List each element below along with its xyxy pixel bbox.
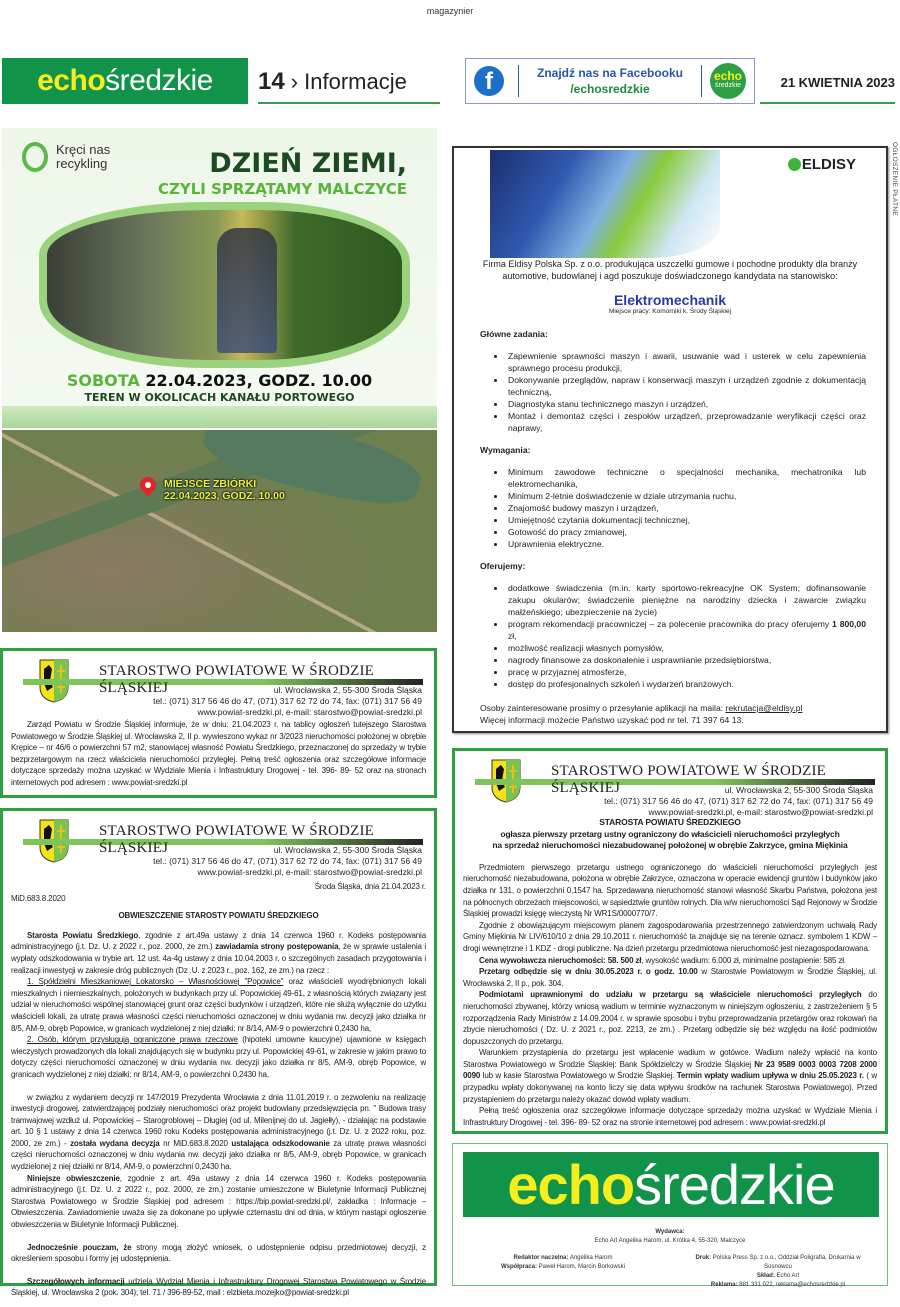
phone-line: tel.: (071) 317 56 46 do 47, (071) 317 62 72 do 74, fax: (071) 317 56 49 xyxy=(604,796,873,806)
paragraph xyxy=(11,1092,426,1173)
text: do nieruchomości zbywanej, którzy wniosą wadium w terminie wyznaczonym w niniejszym ogłoszeniu, z zastrzeżeniem § 5 rozporządzenia Rady Ministrów z 14.09.2004 r. w sprawie sposobu i trybu przeprowadzania przetargów oraz rokowań na zbycie nieruchomości ( Dz. U. z 2021 r., poz. 2213, ze zm.) . Przetarg odbędzie się bez względu na ilość podmiotów dopuszczonych do przetargu. xyxy=(463,990,877,1046)
label: Reklama: xyxy=(710,1282,738,1288)
text: , zgodnie z art.49a ustawy z dnia 14 czerwca 1960 r. Kodeks postępowania administracyjnego (j.t. Dz. U. z 2022 r., poz. 2000, ze zm.) xyxy=(11,930,426,952)
print-info xyxy=(683,1254,873,1290)
starostwo-notice-2 xyxy=(0,808,437,1298)
list-item: • Zapewnienie sprawności maszyn i awarii, usuwanie wad i usterek w celu zapewnienia sprawnego procesu produkcji, xyxy=(506,350,866,374)
facebook-line1: Znajdź nas na Facebooku xyxy=(536,66,684,80)
list-item: • pracę w przyjaznej atmosferze, xyxy=(506,666,866,678)
notice-1-text: Zarząd Powiatu w Środzie Śląskiej informuje, że w dniu: 21.04.2023 r. na tablicy ogłoszeń tutejszego Starostwa Powiatowego w Środzie Śląskiej ul. Wrocławska 2, II p. wywieszono wykaz nr 3/2023 nieruchomości położonej w obrębie Krępice – nr 46/6 o powierzchni 57 m2, stanowiącej własność Powiatu Średzkiego, przeznaczonej do sprzedaży w trybie bezprzetargowym na rzecz właściciela nieruchomości przyległej. Pełną treść ogłoszenia oraz szczegółowe informacje dotyczące sprzedaży można uzyskać w Wydziale Mienia i Infrastruktury Drogowej - tel. 396- 89- 52 oraz na stronach internetowych pod adresem : www.powiat-sredzki.pl xyxy=(11,720,426,787)
heading-line: na sprzedaż nieruchomości niezabudowanej położonej w obrębie Zakrzyce, gmina Miękinia xyxy=(492,840,848,851)
recycling-brand xyxy=(22,142,110,172)
phone-info: Więcej informacji możecie Państwo uzyskać pod nr tel. 71 397 64 13. xyxy=(480,715,744,725)
starostwo-address xyxy=(604,785,873,818)
logo-sredzkie: średzkie xyxy=(105,64,213,97)
publisher-info xyxy=(453,1228,887,1246)
starostwo-notice-3 xyxy=(452,748,888,1134)
masthead-logo[interactable] xyxy=(2,58,248,104)
text: nr MiD.683.8.2020 xyxy=(159,1138,232,1148)
print-line xyxy=(683,1254,873,1272)
label: Współpraca: xyxy=(500,1264,537,1270)
starostwo-header xyxy=(3,651,434,717)
paragraph: Przedmiotem pierwszego przetargu ustnego ograniczonego do właścicieli nieruchomości przyległych jest nieruchomość niezabudowana, położona w obrębie Zakrzyce, oznaczona w operacie ewidencji gruntów i budynków jako działka nr 131, o powierzchni 0,1547 ha. Sprzedawana nieruchomość stanowi własność Skarbu Państwa, położona jest na północnych obrzeżach miejscowości, w sąsiedztwie gruntów rolnych. Dla w/w nieruchomości Sąd Rejonowy w Środzie Śląskiej prowadzi księgę wieczystą Nr WR1S/0000770/7. xyxy=(463,862,877,919)
eldisy-intro: Firma Eldisy Polska Sp. z o.o. produkująca uszczelki gumowe i pochodne produkty dla branży automotive, budowlanej i agd poszukuje doświadczonego kandydata na stanowisko: xyxy=(482,259,858,281)
earth-day-poster xyxy=(2,128,437,428)
value: Polska Press Sp. z o.o., Oddział Poligrafia, Drukarnia w Sosnowcu xyxy=(711,1255,861,1270)
label: Skład: xyxy=(756,1273,775,1279)
paragraph xyxy=(463,989,877,1047)
label: Redaktor naczelna: xyxy=(513,1255,569,1261)
starostwo-name: STAROSTWO POWIATOWE W ŚRODZIE ŚLĄSKIEJ xyxy=(551,763,827,796)
paragraph: Zgodnie z obowiązującym miejscowym planem zagospodarowania przestrzennego zatwierdzonym uchwałą Rady Gminy Miękinia Nr LIV/610/10 z dnia 29.10.2011 r. nieruchomość ta znajduje się na terenie oznacz. symbolem 1 KDW – drogi wewnętrzne i 1 KDZ - drogi publiczne. Na dzień przetargu przedmiotowa nieruchomość jest niezagospodarowana. xyxy=(463,920,877,953)
list-item xyxy=(506,618,866,642)
facebook-banner[interactable] xyxy=(465,58,755,104)
eldisy-job-ad xyxy=(452,146,888,733)
meeting-point-time: 22.04.2023, GODZ. 10.00 xyxy=(164,490,285,502)
text: strony mogą złożyć wniosek, o udostępnienie odpisu przedmiotowej decyzji, z określeniem sposobu i formy jej udostępnienia. xyxy=(11,1242,427,1264)
phone-line: tel.: (071) 317 56 46 do 47, (071) 317 62 72 do 74, fax: (071) 317 56 49 xyxy=(153,696,422,706)
logo-echo: echo xyxy=(507,1153,635,1216)
address-line: ul. Wrocławska 2, 55-300 Środa Śląska xyxy=(273,845,422,855)
list-item: • dodatkowe świadczenia (m.in. karty sportowo-rekreacyjne OK System; dofinansowanie zakupu okularów; świadczenie pieniężne na narodziny dziecka i zawarcie związku małżeńskiego; ubezpieczenie na życie) xyxy=(506,582,866,618)
notice-3-body xyxy=(455,813,885,1132)
paragraph xyxy=(11,1242,426,1265)
phone-line: tel.: (071) 317 56 46 do 47, (071) 317 62 72 do 74, fax: (071) 317 56 49 xyxy=(153,856,422,866)
label: Wydawca: xyxy=(655,1229,685,1235)
value: Paweł Harom, Marcin Borkowski xyxy=(536,1264,626,1270)
poster-subtitle: CZYLI SPRZĄTAMY MALCZYCE xyxy=(157,180,407,198)
poster-title: DZIEŃ ZIEMI, xyxy=(209,148,407,179)
poster-datetime xyxy=(2,371,437,390)
starostwo-header xyxy=(455,751,885,817)
list-item: • Dokonywanie przeglądów, napraw i konserwacji maszyn i urządzeń zgodnie z dokumentacją techniczną, xyxy=(506,374,866,398)
top-label: magazynier xyxy=(426,6,474,16)
value: Angelika Harom xyxy=(568,1255,613,1261)
poster-place: TEREN W OKOLICACH KANAŁU PORTOWEGO xyxy=(84,391,355,404)
bold-text: została wydana decyzja xyxy=(70,1138,160,1148)
text: w Starostwie Powiatowym w Środzie Śląskiej, ul. Wrocławska 2, II p., pok. 304. xyxy=(463,967,878,988)
publisher-address: Echo Art Angelika Harom, ul. Krótka 4, 55-320, Malczyce xyxy=(594,1238,746,1244)
satellite-map xyxy=(2,430,437,632)
contact xyxy=(480,702,886,726)
section-name: › Informacje xyxy=(290,69,407,94)
heading-line: STAROSTA POWIATU ŚREDZKIEGO xyxy=(599,817,741,827)
list-item: • Diagnostyka stanu technicznego maszyn i urządzeń, xyxy=(506,398,866,410)
eldisy-body xyxy=(454,258,886,726)
address-line: ul. Wrocławska 2, 55-300 Środa Śląska xyxy=(273,685,422,695)
underlined-text: 2. Osób, którym przysługują ograniczone prawa rzeczowe xyxy=(27,1035,238,1045)
badge-sredzkie: średzkie xyxy=(714,82,742,89)
requirements-list xyxy=(506,466,886,550)
bold-text: Jednocześnie pouczam, że xyxy=(27,1242,132,1252)
publisher-footer xyxy=(452,1143,888,1286)
notice-title: OBWIESZCZENIE STAROSTY POWIATU ŚREDZKIEGO xyxy=(118,911,319,921)
river-channel xyxy=(198,430,426,516)
ads-line xyxy=(683,1281,873,1290)
tasks-heading: Główne zadania: xyxy=(480,329,548,339)
text: udziela Wydział Mienia i Infrastruktury Drogowej Starostwa Powiatowego w Środzie Śląskiej, ul. Wrocławska 2 (pok. 304); tel. 71 / 396-89-52, mail : elzbieta.mozejko@powiat-sredzki.pl xyxy=(11,1276,426,1298)
web-email-line[interactable]: www.powiat-sredzki.pl, e-mail: starostwo@powiat-sredzki.pl xyxy=(197,707,422,717)
web-email-line[interactable]: www.powiat-sredzki.pl, e-mail: starostwo@powiat-sredzki.pl xyxy=(197,867,422,877)
text: zł, xyxy=(508,631,517,641)
facebook-icon: f xyxy=(474,66,504,96)
value: 881 331 022, reklama@echosredzkie.pl xyxy=(737,1282,846,1288)
bank-account: Nr 23 9589 0003 0003 7208 2000 0090 xyxy=(463,1059,877,1081)
logo-echo: echo xyxy=(37,64,106,97)
bold-text: zawiadamia strony postępowania xyxy=(215,942,339,952)
page-number: 14 xyxy=(258,68,285,95)
text: Warunkiem przystąpienia do przetargu jest wpłacenie wadium w gotówce. Wadium należy wpłacić na konto Starostwa Powiatowego w Środzie Śląskiej: Bank Spółdzielczy w Środzie Śląskiej xyxy=(463,1048,877,1069)
requirements-heading: Wymagania: xyxy=(480,445,531,455)
list-item: • Gotowość do pracy zmianowej, xyxy=(506,526,866,538)
heading-line: ogłasza pierwszy przetarg ustny ograniczony do właścicieli nieruchomości przyległych xyxy=(500,828,840,839)
text: w związku z wydaniem decyzji nr 147/2019 Prezydenta Wrocławia z dnia 11.01.2019 r. o zezwoleniu na realizację inwestycji drogowej, zatwierdzającej podziały nieruchomości oraz projekt budowlany przedsięwzięcia pn. " Budowa trasy tramwajowej wzdłuż ul. Popowickiej – Starogroblowej – Długiej (od ul. Milenijnej do ul. Jagiełły), - działając na podstawie art. 10 § 1 ustawy z dnia 14 czerwca 1960 roku Kodeks postępowania administracyjnego (j.t. Dz. U. z 2022 roku, poz. 2000, ze zm.) - xyxy=(11,1092,426,1148)
brand-line2: recykling xyxy=(56,156,108,171)
car-illustration xyxy=(490,150,720,258)
hills-decoration xyxy=(2,406,437,428)
typeset-line xyxy=(683,1272,873,1281)
bold-text: Cena wywoławcza nieruchomości: 58. 500 zł xyxy=(479,955,642,965)
brand-line1: Kręci nas xyxy=(56,142,111,157)
notice-1-body xyxy=(3,713,434,795)
text: , że w sprawie ustalenia i wypłaty odszkodowania w trybie art. 12 ust. 4a-4g ustawy z dnia 10.04.2003 r. o szczególnych zasadach przygotowania i realizacji inwestycji w zakresie dróg publicznych (Dz .U. z 2023 r., poz. 162, ze zm.) na rzecz : xyxy=(11,942,426,975)
text: (hipoteki umowne kaucyjne) ujawnione w księgach wieczystych prowadzonych dla lokali znajdujących się w budynku przy ul. Popowickiej 49-61, w zakresie w jakim prawo to dotyczy części nieruchomości oznaczonej w dniu wydania nw. decyzji jako działka nr 8/5, AM-9, obręb Popowice, w granicach wydzielonej z niej działki: nr 8/14, AM-9, o powierzchni 0,2430 ha, xyxy=(11,1035,426,1079)
list-item: • Uprawnienia elektryczne. xyxy=(506,538,866,550)
facebook-text xyxy=(518,65,702,97)
email-link[interactable]: rekrutacja@eldisy.pl xyxy=(725,703,803,713)
list-item: • Minimum 2-letnie doświadczenie w dziale utrzymania ruchu, xyxy=(506,490,866,502)
echo-badge-icon xyxy=(710,63,746,99)
text: program rekomendacji pracowniczej – za polecenie pracownika do pracy oferujemy xyxy=(508,619,833,629)
bold-text: Przetarg odbędzie się w dniu 30.05.2023 r. o godz. 10.00 xyxy=(479,967,698,977)
editor-line xyxy=(493,1254,633,1263)
bold-text: Szczegółowych informacji xyxy=(27,1276,125,1286)
section-heading xyxy=(258,62,440,104)
meeting-point-title: MIEJSCE ZBIÓRKI xyxy=(164,478,257,490)
issue-date: 21 KWIETNIA 2023 xyxy=(760,62,895,104)
list-item: • nagrody finansowe za doskonalenie i usprawnianie przedsiębiorstwa, xyxy=(506,654,866,666)
bold-text: Podmiotami uprawnionymi do udziału w przetargu są właściciele nieruchomości przyległych xyxy=(479,990,862,1000)
underlined-text: 1. Spółdzielni Mieszkaniowej Lokatorsko – Własnościowej "Popowice" xyxy=(27,977,284,987)
list-item: • Minimum zawodowe techniczne o specjalności mechanika, mechatronika lub elektromechanika, xyxy=(506,466,866,490)
workplace: Miejsce pracy: Komorniki k. Środy Śląskiej xyxy=(608,308,732,315)
place-date: Środa Śląska, dnia 21.04.2023 r. xyxy=(314,882,426,891)
paragraph xyxy=(11,1276,426,1299)
paragraph xyxy=(463,955,877,967)
text: lub w kasie Starostwa Powiatowego w Środzie Śląskiej. xyxy=(480,1071,677,1081)
bold-text: Termin wpłaty wadium upływa w dniu 25.05.2023 r. xyxy=(676,1071,864,1081)
text: , zgodnie z art. 49a ustawy z dnia 14 czerwca 1960 r. Kodeks postępowania administracyjnego (j.t. Dz. U. z 2022 r., poz. 2000, ze zm.) zostanie umieszczone w Biuletynie Informacji Publicznej Starostwa Powiatowego w Środzie Śląskiej pod adresem : https://bip.powiat-sredzki.pl/, zakładka : Informacje – Obwieszczenia. Zawiadomienie uważa się za dokonane po upływie czternastu dni od dnia, w którym nastąpi ogłoszenie obwieszczenia w Biuletynie Informacji Publicznej. xyxy=(11,1173,426,1230)
paragraph xyxy=(11,1173,426,1231)
bold-text: Starosta Powiatu Średzkiego xyxy=(27,930,139,940)
starostwo-name: STAROSTWO POWIATOWE W ŚRODZIE ŚLĄSKIEJ xyxy=(99,663,375,696)
poster-day: SOBOTA xyxy=(66,371,140,390)
text: oraz właścicieli wyodrębnionych lokali mieszkalnych i niemieszkalnych, położonych w budynkach przy ul. Popowickiej 49-61, z własnością których związany jest udział w nieruchomości wspólnej stanowiącej grunt oraz części budynków i urządzeń, które nie służą wyłącznie do użytku właścicieli lokali, za utratę prawa własności części nieruchomości oznaczonej w dniu wydania nw. decyzji jako działka nr 8/5, AM-9, obręb Popowice, w granicach wydzielonej z niej działki: nr 8/14, AM-9 o powierzchni 0,2430 ha, xyxy=(11,977,426,1033)
list-item: • Montaż i demontaż części i zespołów urządzeń, przeprowadzanie weryfikacji części oraz naprawy, xyxy=(506,410,866,434)
footer-logo xyxy=(463,1152,879,1217)
job-title: Elektromechanik xyxy=(613,292,727,308)
paragraph xyxy=(11,1034,426,1080)
poster-when: 22.04.2023, GODZ. 10.00 xyxy=(139,371,373,390)
starostwo-address xyxy=(153,685,422,718)
bold-text: ustalająca odszkodowanie xyxy=(231,1138,330,1148)
volunteers-figure xyxy=(217,228,277,353)
paragraph xyxy=(11,976,426,1034)
list-item: • Umiejętność czytania dokumentacji technicznej, xyxy=(506,514,866,526)
list-item: • Znajomość budowy maszyn i urządzeń, xyxy=(506,502,866,514)
notice-3-heading xyxy=(463,817,877,852)
list-item: • dostęp do profesjonalnych szkoleń i wydarzeń branżowych. xyxy=(506,678,866,690)
starostwo-header xyxy=(3,811,434,877)
text: Osoby zainteresowane prosimy o przesyłanie aplikacji na maila: xyxy=(480,703,726,713)
text: , wysokość wadium: 6.000 zł, minimalne postąpienie: 585 zł. xyxy=(641,955,846,965)
text: za utratę prawa własności części nieruchomości oznaczonej w dniu wydania nw. decyzji jako działka nr 8/5, AM-9, obręb Popowice, w granicach wydzielonej z niej działki nr 8/14, AM-9, o powierzchni 0,2430 ha. xyxy=(11,1138,426,1172)
paragraph xyxy=(11,930,426,976)
reference-number: MiD.683.8.2020 xyxy=(11,893,66,903)
notice-2-body xyxy=(3,873,434,1307)
tasks-list xyxy=(506,350,886,434)
web-email-line[interactable]: www.powiat-sredzki.pl, e-mail: starostwo@powiat-sredzki.pl xyxy=(648,807,873,817)
tire-leaf-icon xyxy=(22,142,48,172)
starostwo-address xyxy=(153,845,422,878)
offer-heading: Oferujemy: xyxy=(480,561,526,571)
value: Echo Art xyxy=(774,1273,800,1279)
starostwo-notice-1 xyxy=(0,648,437,798)
referral-amount: 1 800,00 xyxy=(832,619,866,629)
badge-echo: echo xyxy=(713,69,742,83)
text: ( w przypadku wpłaty dokonywanej na konto liczy się data wpływu środków na rachunek Starostwa Powiatowego). Przed przystąpieniem do przetargu należy okazać dowód wpłaty wadium. xyxy=(463,1071,877,1104)
paragraph xyxy=(463,966,877,989)
eldisy-logo-text: ELDISY xyxy=(801,156,856,173)
facebook-handle[interactable]: /echosredzkie xyxy=(570,82,650,96)
paid-ad-label: OGŁOSZENIE PŁATNE xyxy=(891,142,898,216)
editorial-info xyxy=(493,1254,633,1272)
coop-line xyxy=(493,1263,633,1272)
eldisy-dot-icon xyxy=(788,158,801,171)
starostwo-name: STAROSTWO POWIATOWE W ŚRODZIE ŚLĄSKIEJ xyxy=(99,823,375,856)
bold-text: Niniejsze obwieszczenie xyxy=(27,1173,120,1183)
paragraph xyxy=(463,1047,877,1105)
meeting-point-label xyxy=(164,478,285,502)
list-item: • możliwość realizacji własnych pomysłów, xyxy=(506,642,866,654)
offer-list xyxy=(506,582,886,690)
logo-sredzkie: średzkie xyxy=(634,1153,835,1216)
eldisy-logo xyxy=(788,156,856,173)
paragraph: Pełną treść ogłoszenia oraz szczegółowe informacje dotyczące sprzedaży można uzyskać w Wydziale Mienia i Infrastruktury Drogowej - tel. 396- 89- 52 oraz na stronie internetowej pod adresem : www.powiat-sredzki.pl xyxy=(463,1106,877,1127)
map-pin-icon xyxy=(137,474,160,497)
label: Druk: xyxy=(695,1255,712,1261)
address-line: ul. Wrocławska 2, 55-300 Środa Śląska xyxy=(724,785,873,795)
